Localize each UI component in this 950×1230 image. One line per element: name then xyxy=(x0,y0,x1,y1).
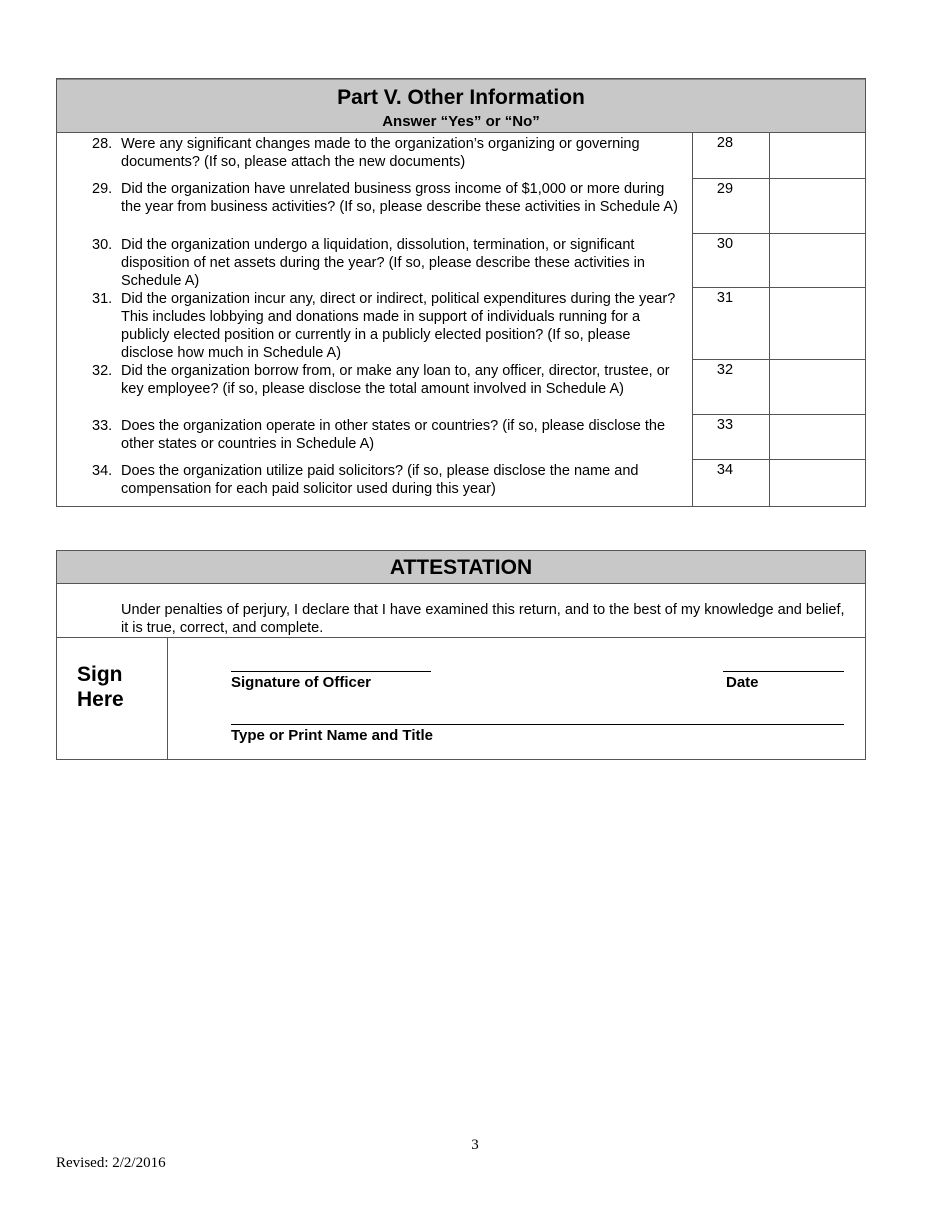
page-number: 3 xyxy=(471,1137,479,1153)
question-number: 32. xyxy=(92,363,113,379)
question-text: Does the organization utilize paid solicitors? (if so, please disclose the name and compensation for each paid solicitor used during this year) xyxy=(121,463,639,497)
line-number-cell: 34 xyxy=(692,460,769,506)
question-row-29 xyxy=(57,179,865,234)
question-text: Did the organization borrow from, or make any loan to, any officer, director, trustee, or key employee? (if so, please disclose the total amount involved in Schedule A) xyxy=(121,363,670,397)
attestation-title: ATTESTATION xyxy=(57,551,865,584)
sign-here-line2: Here xyxy=(77,688,124,711)
date-line[interactable] xyxy=(723,671,844,672)
part-v-subtitle: Answer “Yes” or “No” xyxy=(382,113,540,130)
line-number-cell: 30 xyxy=(692,234,769,288)
question-number: 31. xyxy=(92,291,113,307)
question-row-34 xyxy=(57,460,865,506)
question-number: 34. xyxy=(92,463,113,479)
date-label: Date xyxy=(726,674,759,691)
attestation-section xyxy=(56,550,866,760)
answer-field-33[interactable] xyxy=(769,415,865,460)
question-text: Does the organization operate in other states or countries? (if so, please disclose the other states or countries in Schedule A) xyxy=(121,418,666,452)
question-text: Did the organization incur any, direct or indirect, political expenditures during the year? This includes lobbying and donations made in support of individuals running for a publicly elected position or currently in a publicly elected position? (If so, please disclose how much in Schedule A) xyxy=(121,291,676,361)
question-number: 29. xyxy=(92,181,113,197)
question-number: 28. xyxy=(92,136,113,152)
question-row-30 xyxy=(57,234,865,288)
sign-here-line1: Sign xyxy=(77,663,123,686)
line-number-cell: 31 xyxy=(692,288,769,360)
signature-label: Signature of Officer xyxy=(231,674,372,691)
part-v-title: Part V. Other Information xyxy=(337,86,585,109)
question-row-28 xyxy=(57,133,865,179)
line-number-cell: 32 xyxy=(692,360,769,415)
sign-area xyxy=(57,638,865,759)
answer-field-29[interactable] xyxy=(769,179,865,234)
part-v-header xyxy=(57,79,865,133)
attestation-statement: Under penalties of perjury, I declare that I have examined this return, and to the best of my knowledge and belief, it is true, correct, and complete. xyxy=(57,584,865,638)
question-row-32 xyxy=(57,360,865,415)
question-row-33 xyxy=(57,415,865,460)
sign-fields xyxy=(168,638,865,759)
part-v-section xyxy=(56,78,866,507)
line-number-cell: 28 xyxy=(692,133,769,179)
line-number-cell: 33 xyxy=(692,415,769,460)
answer-field-32[interactable] xyxy=(769,360,865,415)
line-number-cell: 29 xyxy=(692,179,769,234)
sign-here-label xyxy=(57,638,168,759)
question-number: 30. xyxy=(92,237,113,253)
question-number: 33. xyxy=(92,418,113,434)
answer-field-30[interactable] xyxy=(769,234,865,288)
answer-field-28[interactable] xyxy=(769,133,865,179)
answer-field-31[interactable] xyxy=(769,288,865,360)
signature-line[interactable] xyxy=(231,671,431,672)
question-row-31 xyxy=(57,288,865,360)
name-title-line[interactable] xyxy=(231,724,844,725)
question-text: Were any significant changes made to the organization’s organizing or governing documents? (If so, please attach the new documents) xyxy=(121,136,640,170)
answer-field-34[interactable] xyxy=(769,460,865,506)
revised-date: Revised: 2/2/2016 xyxy=(56,1155,166,1171)
name-title-label: Type or Print Name and Title xyxy=(231,727,433,744)
question-text: Did the organization undergo a liquidation, dissolution, termination, or significant disposition of net assets during the year? (If so, please describe these activities in Schedule A) xyxy=(121,237,645,289)
question-text: Did the organization have unrelated business gross income of $1,000 or more during the year from business activities? (If so, please describe these activities in Schedule A) xyxy=(121,181,678,215)
